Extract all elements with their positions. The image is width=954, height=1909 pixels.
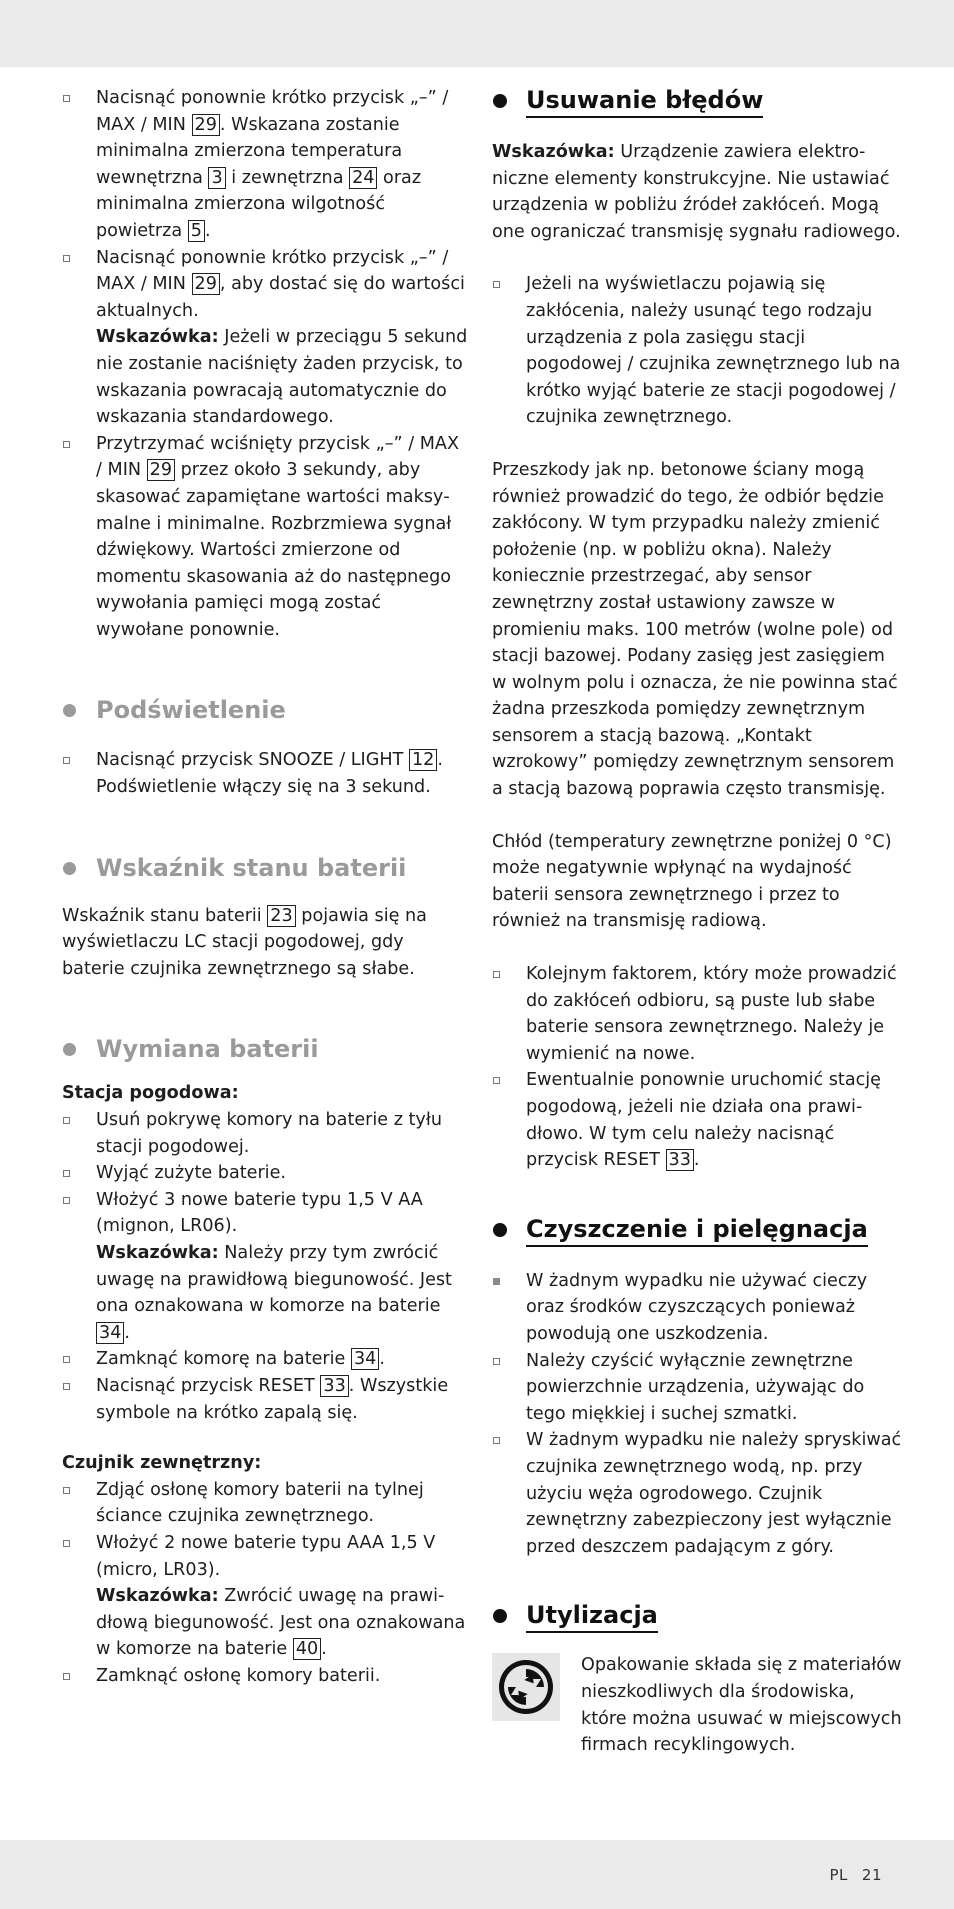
note-label: Wskazówka: (96, 327, 219, 348)
text: Nacisnąć ponownie krótko przycisk „–” / MAX / MIN (96, 88, 449, 135)
subheading-station: Stacja pogodowa: (62, 1083, 239, 1104)
note-text: Jeżeli w przeciągu 5 sekund nie zostanie naciśnięty żaden przycisk, to wskazania powracają automatycznie do wskazania standardowego. (96, 327, 468, 428)
heading-disposal (492, 1600, 902, 1630)
text: . (124, 1322, 130, 1343)
note-label: Wskazówka: (96, 1243, 219, 1263)
note-label: Wskazówka: (96, 1586, 219, 1607)
note-text: Należy przy tym zwrócić uwagę na prawidłową biegunowość. Jest ona oznakowana w komorze na baterie (96, 1243, 452, 1317)
list-item: Zdjąć osłonę komory baterii na tylnej ściance czujnika zewnętrznego. (62, 1477, 470, 1530)
list-item: W żadnym wypadku nie należy spryskiwać czujnika zewnętrznego wodą, np. przy użyciu węża ogrodowego. Czujnik zewnętrzny zabezpieczony jest wyłącznie przed deszczem padającym z góry. (492, 1427, 902, 1560)
list-item (62, 1373, 470, 1426)
list-item: Kolejnym faktorem, który może prowadzić do zakłóceń odbioru, są puste lub słabe baterie sensora zewnętrznego. Należy je wymienić na nowe. (492, 961, 902, 1067)
text: Nacisnąć przycisk RESET (96, 1375, 321, 1396)
list-item (62, 747, 470, 800)
text: Zamknąć komorę na baterie (96, 1349, 351, 1370)
list-item: Usuń pokrywę komory na baterie z tyłu stacji pogodowej. (62, 1107, 470, 1160)
left-column (62, 85, 470, 1690)
ref-box: 33 (320, 1375, 348, 1397)
disposal-row (492, 1652, 902, 1758)
text: . Wskazana zostanie minimalna zmierzona temperatura wewnętrzna (96, 114, 403, 188)
ref-box: 23 (267, 905, 295, 927)
top-band (0, 0, 954, 67)
list-item: Wyjąć zużyte baterie. (62, 1160, 470, 1187)
ref-box: 29 (192, 273, 220, 295)
heading-troubleshooting (492, 85, 902, 115)
list-item: Należy czyścić wyłącznie zewnętrzne powierzchnie urządzenia, używając do tego miękkiej i suchej szmatki. (492, 1348, 902, 1428)
list-item: Zamknąć osłonę komory baterii. (62, 1663, 470, 1690)
page-footer (816, 1866, 883, 1884)
recycling-symbol-icon (498, 1659, 554, 1715)
list-item (62, 1187, 470, 1347)
text: . (204, 220, 211, 241)
subheading-sensor: Czujnik zewnętrzny: (62, 1453, 262, 1474)
text: , aby dostać się do wartości aktualnych. (96, 274, 465, 321)
list-item (62, 1346, 470, 1373)
note (96, 1583, 470, 1663)
paragraph: Chłód (temperatury zewnętrzne poniżej 0 °C) może negatywnie wpłynąć na wydajność baterii sensora zewnętrznego i przez to również na transmisję radiową. (492, 831, 892, 932)
text: . (693, 1150, 700, 1171)
list-item (492, 1067, 902, 1173)
note-text: Zwrócić uwagę na prawidłową biegunowość. Jest ona oznakowana w komorze na baterie (96, 1586, 466, 1660)
note-text: Urządzenie zawiera elektroniczne elementy konstrukcyjne. Nie ustawiać urządzenia w pobliżu źródeł zakłóceń. Mogą one ograniczać transmisję sygnału radiowego. (492, 142, 901, 242)
text: Przytrzymać wciśnięty przycisk „–” / MAX / MIN (96, 433, 459, 481)
ref-box: 33 (666, 1149, 694, 1171)
text: Ewentualnie ponownie uruchomić stację pogodową, jeżeli nie działa ona prawidłowo. W tym celu należy nacisnąć przycisk RESET (526, 1070, 881, 1171)
note-label: Wskazówka: (492, 142, 615, 162)
paragraph (492, 139, 902, 245)
text: . (321, 1639, 327, 1660)
green-dot-recycling-icon (492, 1653, 560, 1721)
text: Włożyć 2 nowe baterie typu AAA 1,5 V (micro, LR03). (96, 1532, 436, 1580)
text: . Podświetlenie włączy się na 3 sekund. (96, 750, 443, 798)
list-item: W żadnym wypadku nie używać cieczy oraz środków czyszczących ponieważ powodują one uszkodzenia. (492, 1268, 902, 1348)
text: Nacisnąć ponownie krótko przycisk „–” / MAX / MIN (96, 247, 449, 295)
disposal-text: Opakowanie składa się z materiałów nieszkodliwych dla środowiska, które można usuwać w miejscowych firmach recyklingowych. (581, 1655, 902, 1756)
list-item (62, 245, 470, 431)
ref-box: 12 (409, 749, 437, 771)
language-code: PL (829, 1866, 848, 1884)
heading-text: Czyszczenie i pielęgnacja (526, 1215, 868, 1247)
ref-box: 34 (96, 1322, 124, 1344)
page-number: 21 (861, 1866, 882, 1884)
heading-text: Usuwanie błędów (526, 86, 763, 118)
heading-battery-indicator: Wskaźnik stanu baterii (62, 853, 470, 883)
note (96, 1240, 470, 1346)
heading-text: Utylizacja (526, 1601, 658, 1633)
ref-box: 29 (192, 114, 220, 136)
right-column (492, 85, 902, 1759)
paragraph: Przeszkody jak np. betonowe ściany mogą również prowadzić do tego, że odbiór będzie zakłócony. W tym przypadku należy zmienić położenie (np. w pobliżu okna). Należy koniecznie przestrzegać, aby sensor zewnętrzny został ustawiony zawsze w promieniu maks. 100 metrów (wolne pole) od stacji bazowej. Podany zasięg jest zasięgiem w wolnym polu i oznacza, że nie powinna stać żadna przeszkoda pomiędzy zewnętrznym sensorem a stacją bazową. „Kontakt wzrokowy” pomiędzy zewnętrznym sensorem a stacją bazową poprawia często transmisję. (492, 459, 898, 800)
heading-backlight: Podświetlenie (62, 695, 470, 725)
ref-box: 29 (147, 459, 175, 481)
text: . Wszystkie symbole na krótko zapalą się. (96, 1375, 449, 1423)
text: Wskaźnik stanu baterii (62, 905, 268, 926)
heading-battery-replacement: Wymiana baterii (62, 1034, 470, 1064)
text: Nacisnąć przycisk SNOOZE / LIGHT (96, 750, 409, 771)
note (96, 324, 470, 430)
paragraph (62, 903, 470, 983)
text: . (379, 1349, 385, 1370)
text: pojawia się na wyświetlaczu LC stacji pogodowej, gdy baterie czujnika zewnętrznego są słabe. (62, 905, 427, 979)
text: przez około 3 sekundy, aby skasować zapamiętane wartości maksymalne i minimalne. Rozbrzmiewa sygnał dźwiękowy. Wartości zmierzone od momentu skasowania aż do następnego wywołania pamięci mogą zostać wywołane ponownie. (96, 460, 452, 640)
list-item (62, 431, 470, 644)
bottom-band (0, 1840, 954, 1909)
ref-box: 34 (351, 1348, 379, 1370)
text: i zewnętrzna (225, 167, 350, 188)
heading-cleaning (492, 1214, 902, 1244)
list-item: Jeżeli na wyświetlaczu pojawią się zakłócenia, należy usunąć tego rodzaju urządzenia z pola zasięgu stacji pogodowej / czujnika zewnętrznego lub na krótko wyjąć baterie ze stacji pogodowej / czujnika zewnętrznego. (492, 271, 902, 431)
list-item (62, 1530, 470, 1663)
ref-box: 24 (349, 167, 377, 189)
list-item (62, 85, 470, 245)
text: oraz minimalna zmierzona wilgotność powietrza (96, 167, 422, 241)
ref-box: 5 (188, 220, 205, 242)
ref-box: 3 (208, 167, 225, 189)
ref-box: 40 (293, 1638, 321, 1660)
text: Włożyć 3 nowe baterie typu 1,5 V AA (mignon, LR06). (96, 1189, 423, 1237)
